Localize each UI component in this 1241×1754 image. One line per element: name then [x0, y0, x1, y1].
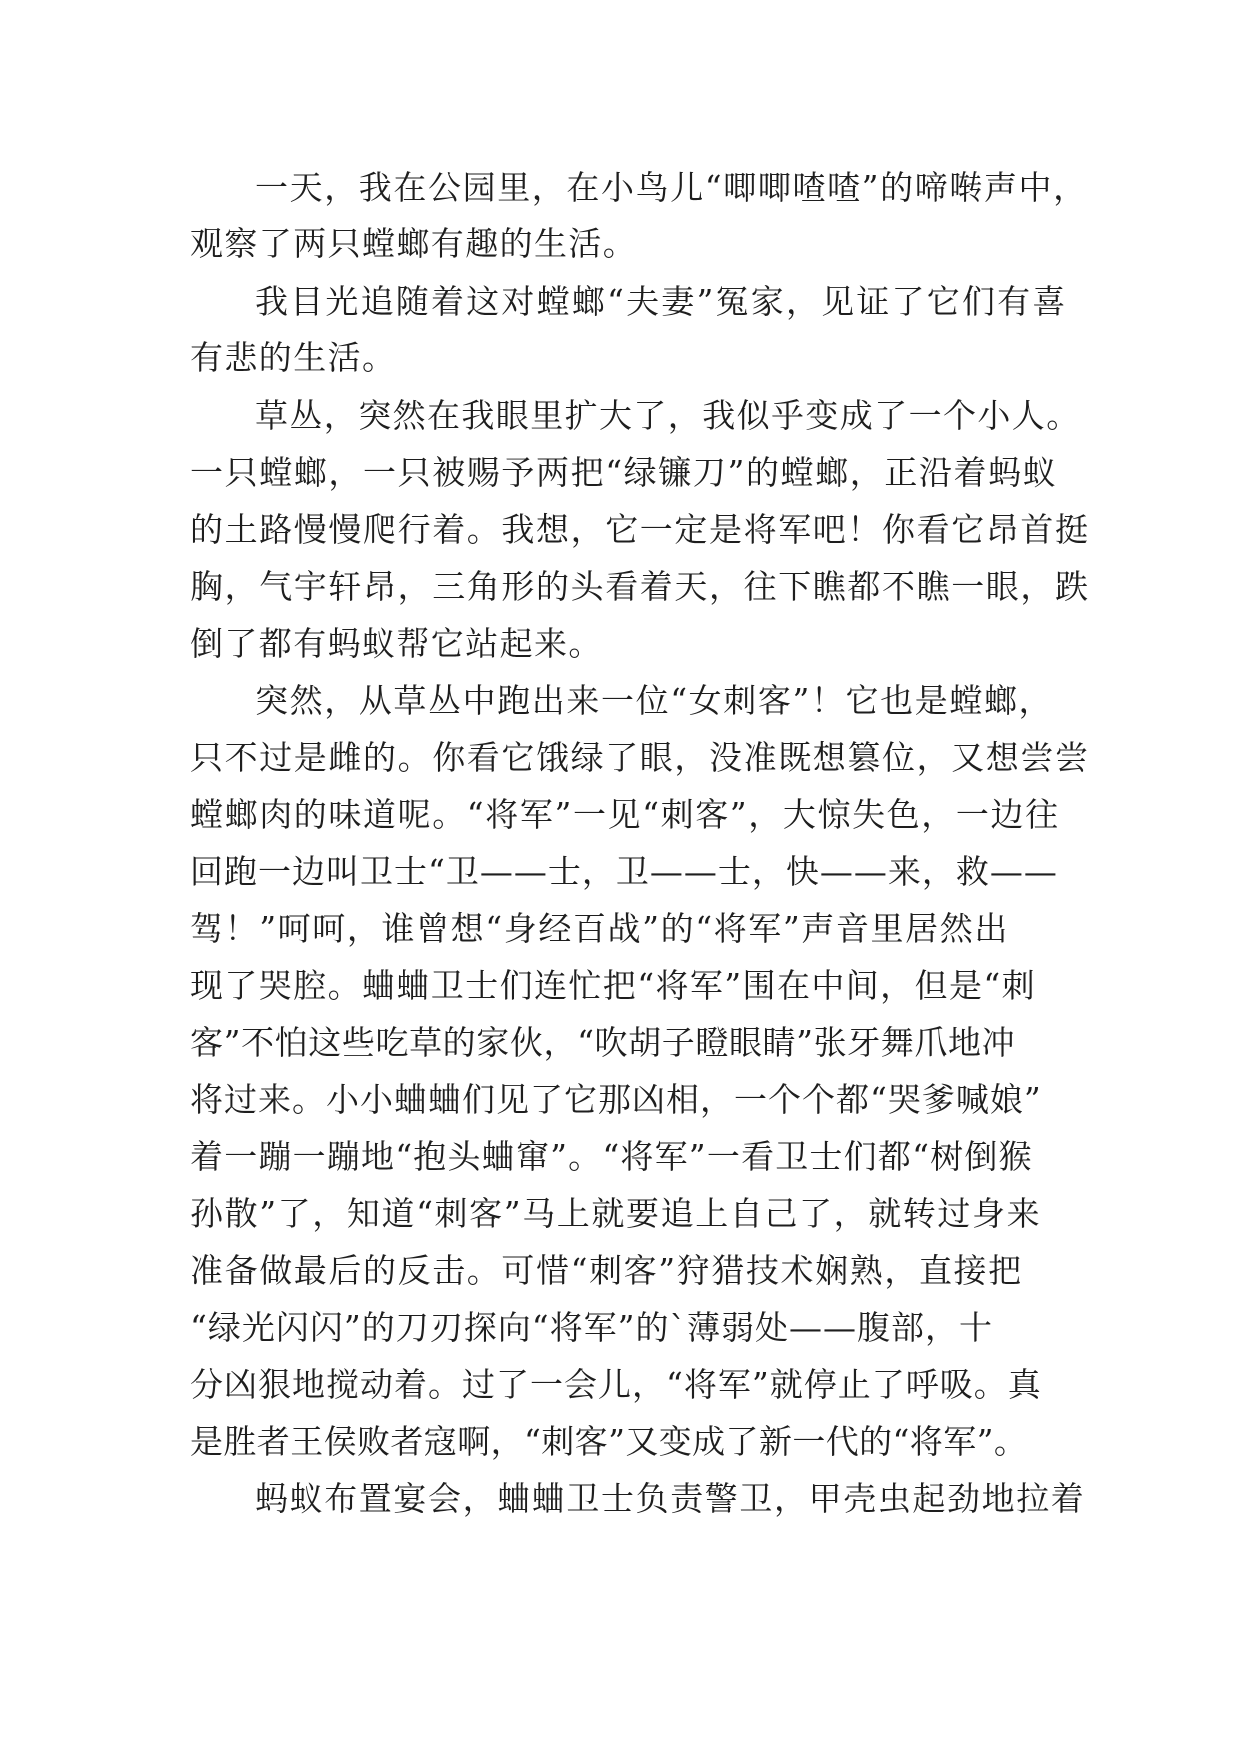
paragraph-4-line-13: 分凶狠地搅动着。过了一会儿，“将军”就停止了呼吸。真 [190, 1365, 1042, 1404]
paragraph-3-line-2: 一只螳螂，一只被赐予两把“绿镰刀”的螳螂，正沿着蚂蚁 [190, 453, 1058, 492]
paragraph-4-line-8: 将过来。小小蛐蛐们见了它那凶相，一个个都“哭爹喊娘” [190, 1080, 1042, 1119]
paragraph-4-line-6: 现了哭腔。蛐蛐卫士们连忙把“将军”围在中间，但是“刺 [190, 966, 1037, 1005]
paragraph-3-line-1: 草丛，突然在我眼里扩大了，我似乎变成了一个小人。 [255, 396, 1081, 435]
paragraph-4-line-9: 着一蹦一蹦地“抱头蛐窜”。“将军”一看卫士们都“树倒猴 [190, 1137, 1033, 1176]
paragraph-4-line-12: “绿光闪闪”的刀刃探向“将军”的`薄弱处——腹部，十 [190, 1308, 993, 1347]
paragraph-4-line-5: 驾！”呵呵，谁曾想“身经百战”的“将军”声音里居然出 [190, 909, 1009, 948]
paragraph-4-line-14: 是胜者王侯败者寇啊，“刺客”又变成了新一代的“将军”。 [190, 1422, 1028, 1461]
paragraph-5-line-1: 蚂蚁布置宴会，蛐蛐卫士负责警卫，甲壳虫起劲地拉着 [255, 1479, 1086, 1518]
paragraph-4-line-2: 只不过是雌的。你看它饿绿了眼，没准既想篡位，又想尝尝 [190, 738, 1090, 777]
paragraph-4-line-3: 螳螂肉的味道呢。“将军”一见“刺客”，大惊失色，一边往 [190, 795, 1060, 834]
paragraph-4-line-10: 孙散”了，知道“刺客”马上就要追上自己了，就转过身来 [190, 1194, 1042, 1233]
paragraph-3-line-3: 的土路慢慢爬行着。我想，它一定是将军吧！你看它昂首挺 [190, 510, 1090, 549]
paragraph-4-line-11: 准备做最后的反击。可惜“刺客”狩猎技术娴熟，直接把 [190, 1251, 1023, 1290]
paragraph-4-line-4: 回跑一边叫卫士“卫——士，卫——士，快——来，救—— [190, 852, 1058, 891]
paragraph-3-line-4: 胸，气宇轩昂，三角形的头看着天，往下瞧都不瞧一眼，跌 [190, 567, 1090, 606]
paragraph-4-line-1: 突然，从草丛中跑出来一位“女刺客”！它也是螳螂， [255, 681, 1054, 720]
paragraph-1-line-1: 一天，我在公园里，在小鸟儿“唧唧喳喳”的啼啭声中， [255, 168, 1088, 207]
paragraph-1-line-2: 观察了两只螳螂有趣的生活。 [190, 224, 638, 263]
paragraph-4-line-7: 客”不怕这些吃草的家伙，“吹胡子瞪眼睛”张牙舞爪地冲 [190, 1023, 1016, 1062]
paragraph-3-line-5: 倒了都有蚂蚁帮它站起来。 [190, 624, 603, 663]
paragraph-2-line-2: 有悲的生活。 [190, 338, 397, 377]
paragraph-2-line-1: 我目光追随着这对螳螂“夫妻”冤家，见证了它们有喜 [255, 282, 1068, 321]
